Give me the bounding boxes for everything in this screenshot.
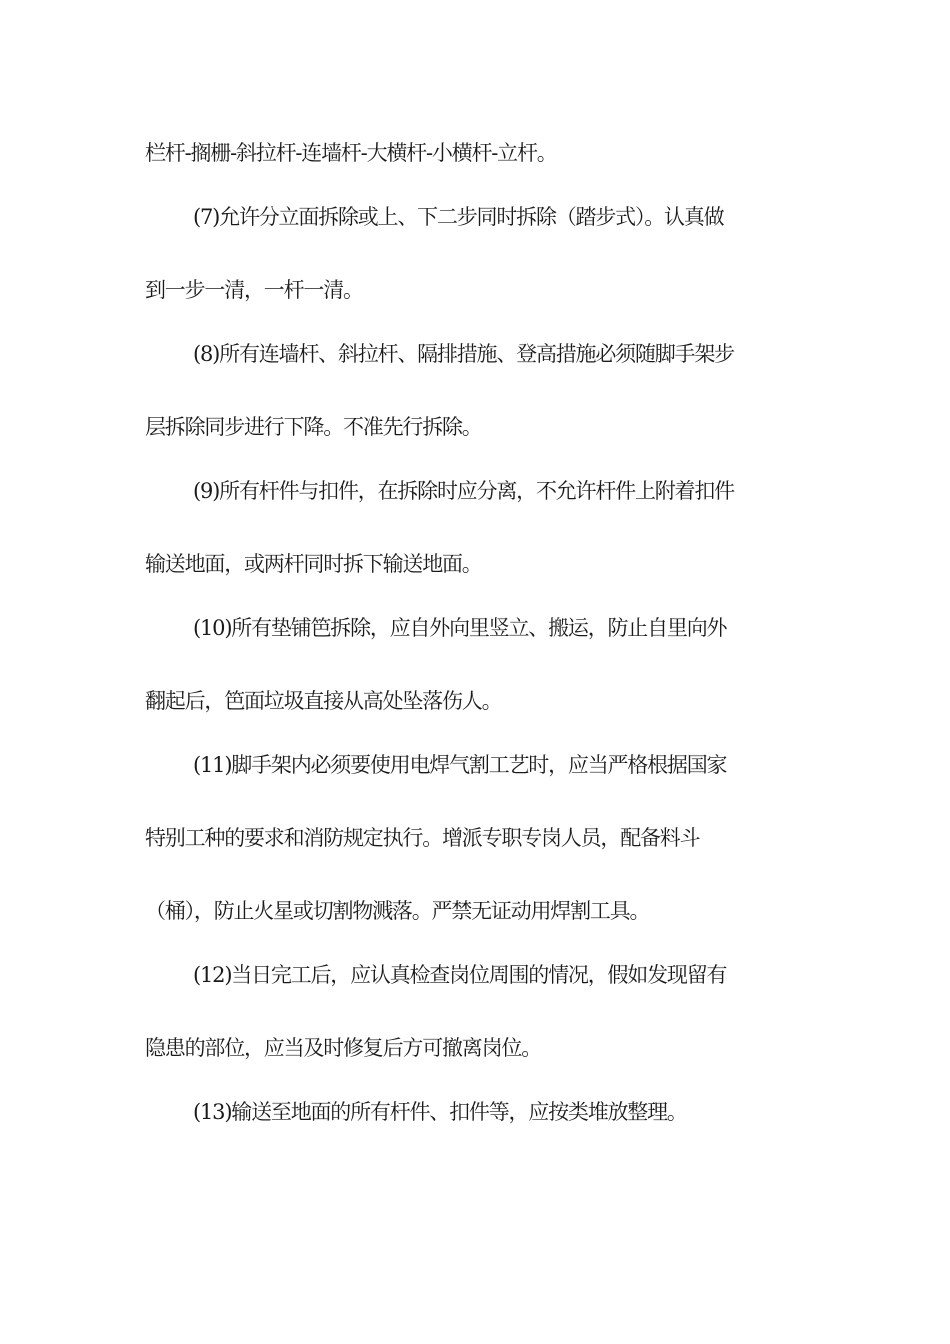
- paragraph-line: 到一步一清，一杆一清。: [145, 278, 363, 302]
- paragraph-line: (7)允许分立面拆除或上、下二步同时拆除（踏步式）。认真做: [193, 205, 724, 229]
- paragraph-line: (12)当日完工后，应认真检查岗位周围的情况，假如发现留有: [193, 963, 727, 987]
- paragraph-line: (9)所有杆件与扣件，在拆除时应分离，不允许杆件上附着扣件: [193, 479, 734, 503]
- paragraph-line: 层拆除同步进行下降。不准先行拆除。: [145, 415, 482, 439]
- paragraph-line: 特别工种的要求和消防规定执行。增派专职专岗人员，配备料斗: [145, 826, 700, 850]
- paragraph-line: (11)脚手架内必须要使用电焊气割工艺时，应当严格根据国家: [193, 753, 727, 777]
- paragraph-line: 输送地面，或两杆同时拆下输送地面。: [145, 552, 482, 576]
- paragraph-line: 翻起后，笆面垃圾直接从高处坠落伤人。: [145, 689, 502, 713]
- paragraph-line: (10)所有垫铺笆拆除，应自外向里竖立、搬运，防止自里向外: [193, 616, 727, 640]
- paragraph-line: (13)输送至地面的所有杆件、扣件等，应按类堆放整理。: [193, 1100, 687, 1124]
- paragraph-line: 栏杆-搁栅-斜拉杆-连墙杆-大横杆-小横杆-立杆。: [145, 141, 557, 165]
- paragraph-line: 隐患的部位，应当及时修复后方可撤离岗位。: [145, 1036, 541, 1060]
- paragraph-line: (8)所有连墙杆、斜拉杆、隔排措施、登高措施必须随脚手架步: [193, 342, 734, 366]
- paragraph-line: （桶），防止火星或切割物溅落。严禁无证动用焊割工具。: [145, 899, 650, 923]
